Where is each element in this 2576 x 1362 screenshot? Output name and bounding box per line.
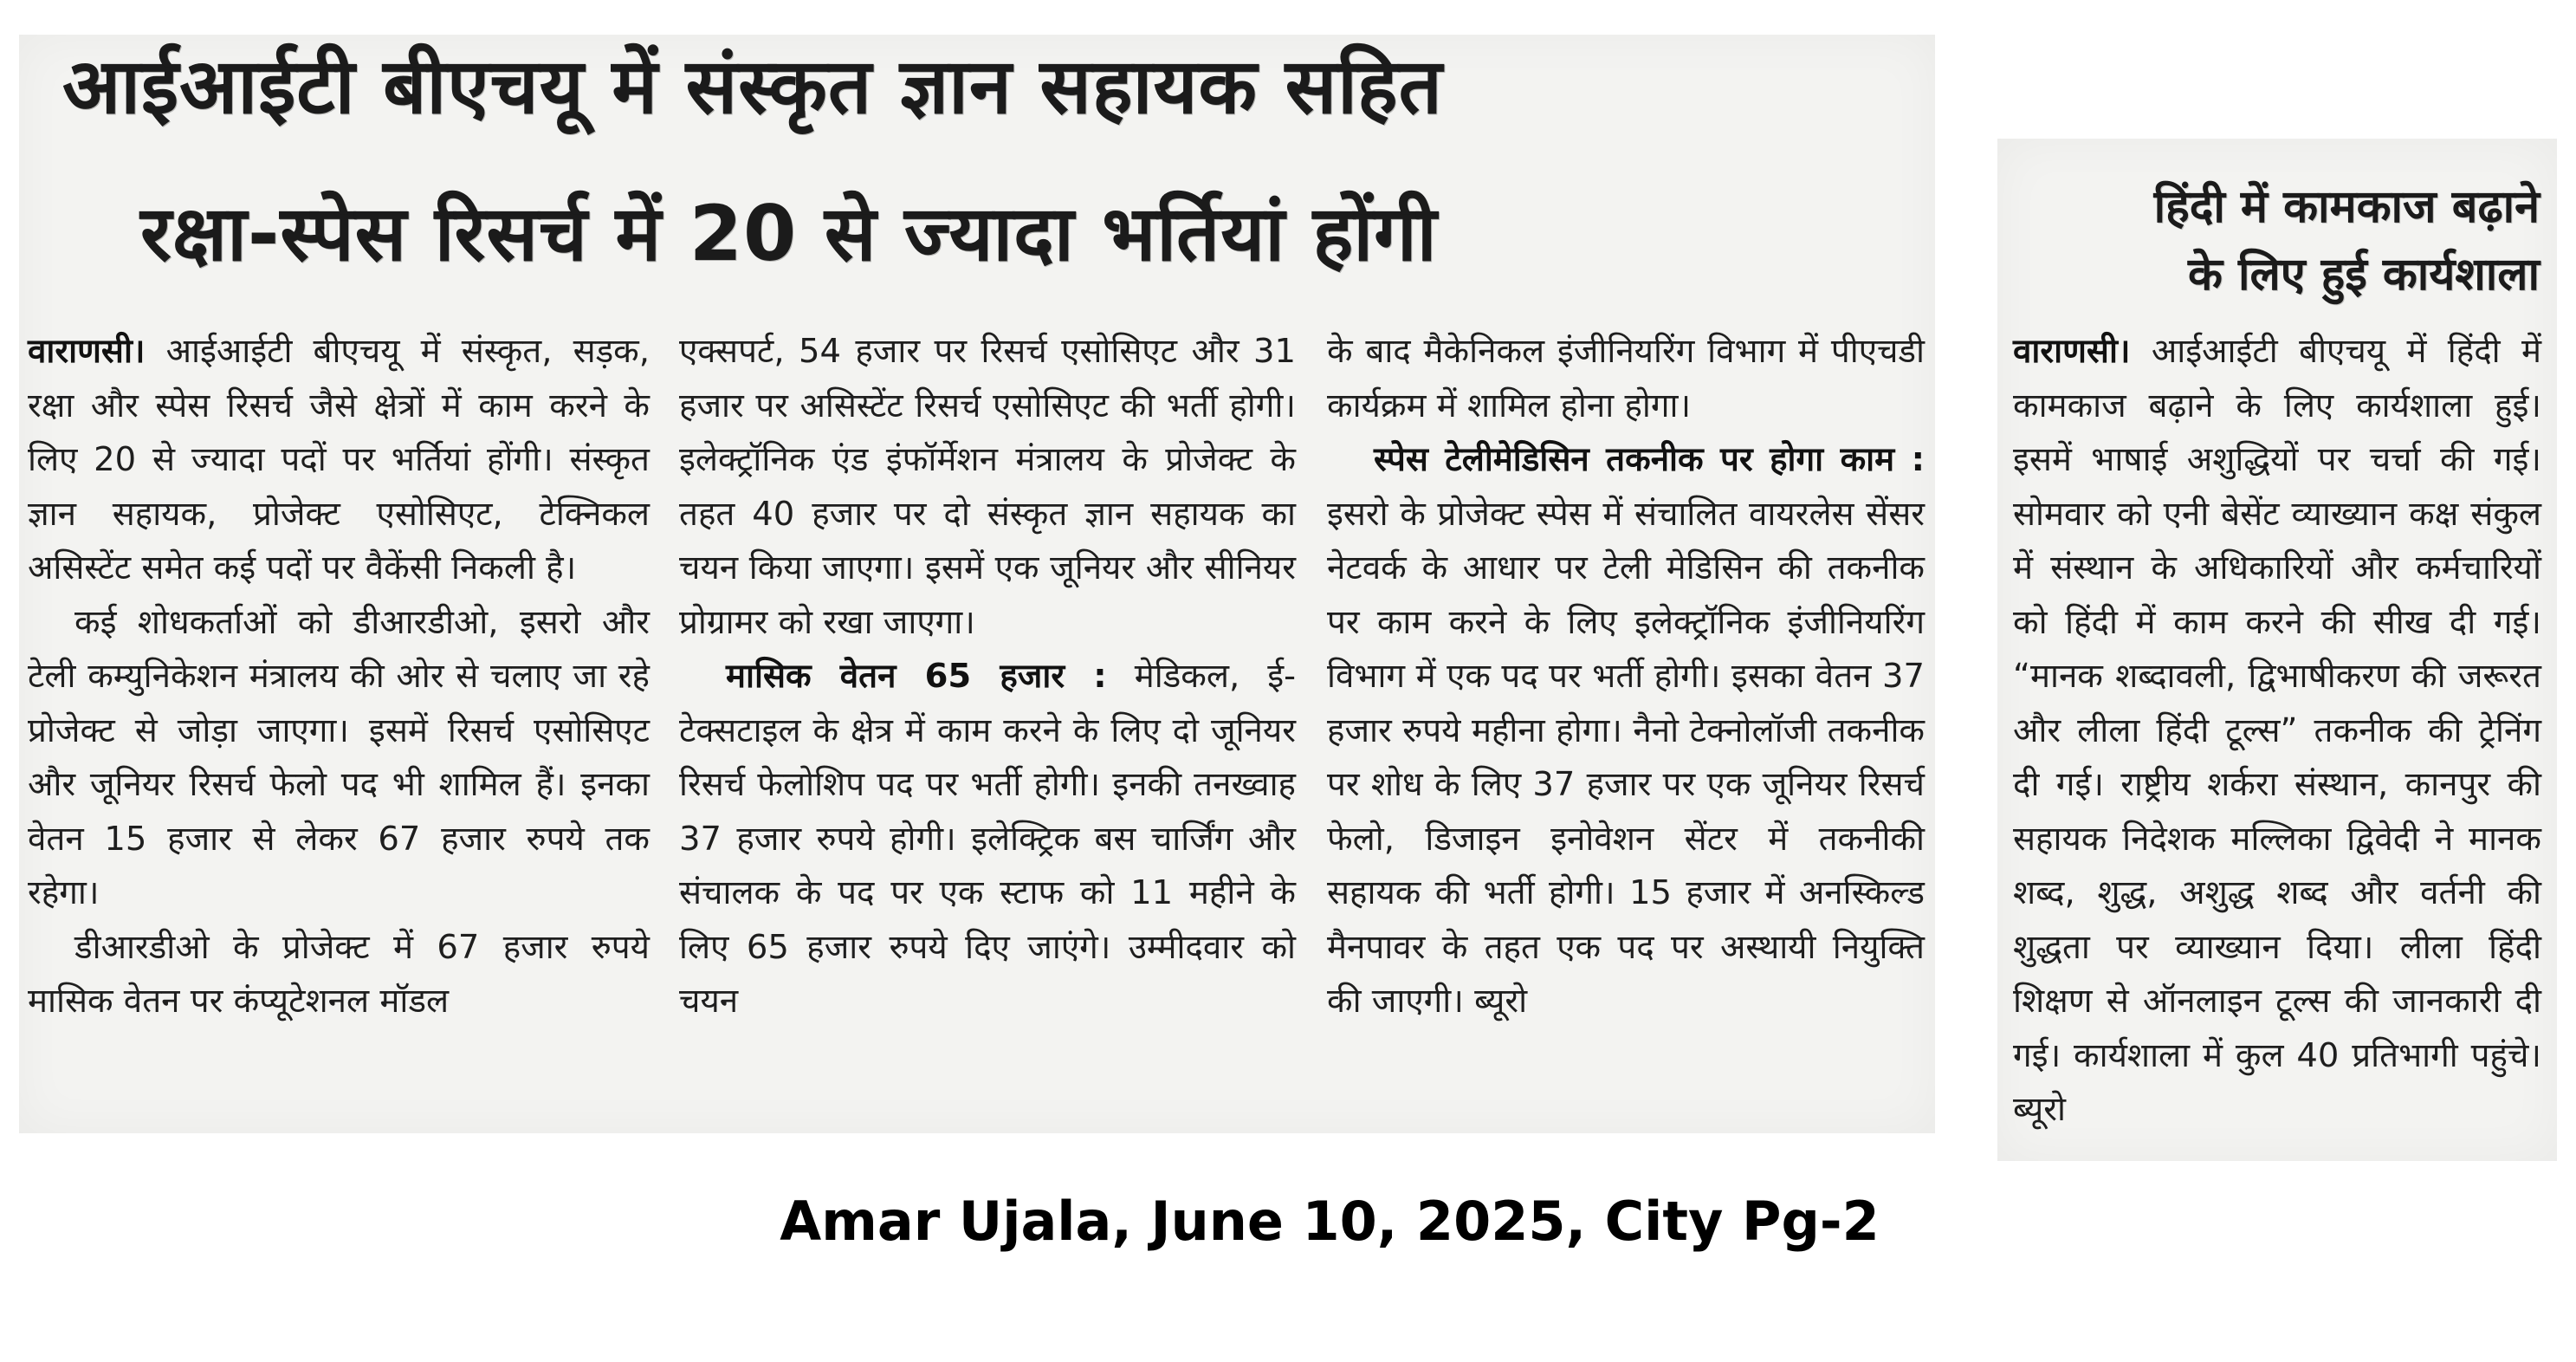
byline: ब्यूरो (1474, 982, 1528, 1021)
byline: ब्यूरो (2013, 1090, 2066, 1129)
side-headline-line-1: हिंदी में कामकाज बढ़ाने (2153, 181, 2540, 233)
side-article-body (2013, 325, 2541, 1138)
side-article-clipping (1997, 139, 2557, 1161)
paragraph: के बाद मैकेनिकल इंजीनियरिंग विभाग में पीएचडी कार्यक्रम में शामिल होना होगा। (1327, 332, 1925, 425)
article-column-3 (1327, 325, 1925, 1029)
subheading: स्पेस टेलीमेडिसिन तकनीक पर होगा काम : (1374, 440, 1925, 479)
main-headline-line-1: आईआईटी बीएचयू में संस्कृत ज्ञान सहायक सहित (62, 42, 1443, 131)
dateline: वाराणसी। (2013, 332, 2131, 371)
paragraph: मेडिकल, ई-टेक्सटाइल के क्षेत्र में काम करने के लिए दो जूनियर रिसर्च फेलोशिप पद पर भर्ती होगी। इनकी तनख्वाह 37 हजार रुपये होगी। इलेक्ट्रिक बस चार्जिंग और संचालक के पद पर एक स्टाफ को 11 महीने के लिए 65 हजार रुपये दिए जाएंगे। उम्मीदवार को चयन (679, 657, 1296, 1021)
side-headline-line-2: के लिए हुई कार्यशाला (2188, 249, 2540, 301)
subheading: मासिक वेतन 65 हजार : (726, 657, 1107, 696)
source-citation: Amar Ujala, June 10, 2025, City Pg-2 (780, 1190, 1880, 1253)
article-column-2 (679, 325, 1296, 1029)
side-headline (2015, 173, 2540, 308)
dateline: वाराणसी। (28, 332, 146, 371)
paragraph: कई शोधकर्ताओं को डीआरडीओ, इसरो और टेली कम्युनिकेशन मंत्रालय की ओर से चलाए जा रहे प्रोजेक्ट से जोड़ा जाएगा। इसमें रिसर्च एसोसिएट और जूनियर रिसर्च फेलो पद भी शामिल हैं। इनका वेतन 15 हजार से लेकर 67 हजार रुपये तक रहेगा। (28, 602, 650, 912)
main-article-clipping (19, 35, 1935, 1133)
paragraph: आईआईटी बीएचयू में हिंदी में कामकाज बढ़ाने के लिए कार्यशाला हुई। इसमें भाषाई अशुद्धियों पर चर्चा की गई। सोमवार को एनी बेसेंट व्याख्यान कक्ष संकुल में संस्थान के अधिकारियों और कर्मचारियों को हिंदी में काम करने की सीख दी गई। “मानक शब्दावली, द्विभाषीकरण की जरूरत और लीला हिंदी टूल्स” तकनीक की ट्रेनिंग दी गई। राष्ट्रीय शर्करा संस्थान, कानपुर की सहायक निदेशक मल्लिका द्विवेदी ने मानक शब्द, शुद्ध, अशुद्ध शब्द और वर्तनी की शुद्धता पर व्याख्यान दिया। लीला हिंदी शिक्षण से ऑनलाइन टूल्स की जानकारी दी गई। कार्यशाला में कुल 40 प्रतिभागी पहुंचे। (2013, 332, 2541, 1075)
paragraph: इसरो के प्रोजेक्ट स्पेस में संचालित वायरलेस सेंसर नेटवर्क के आधार पर टेली मेडिसिन की तकनीक पर काम करने के लिए इलेक्ट्रॉनिक इंजीनियरिंग विभाग में एक पद पर भर्ती होगी। इसका वेतन 37 हजार रुपये महीना होगा। नैनो टेक्नोलॉजी तकनीक पर शोध के लिए 37 हजार पर एक जूनियर रिसर्च फेलो, डिजाइन इनोवेशन सेंटर में तकनीकी सहायक की भर्ती होगी। 15 हजार में अनस्किल्ड मैनपावर के तहत एक पद पर अस्थायी नियुक्ति की जाएगी। (1327, 494, 1925, 1021)
main-headline-line-2: रक्षा-स्पेस रिसर्च में 20 से ज्यादा भर्तियां होंगी (140, 189, 1438, 278)
paragraph: एक्सपर्ट, 54 हजार पर रिसर्च एसोसिएट और 31 हजार पर असिस्टेंट रिसर्च एसोसिएट की भर्ती होगी। इलेक्ट्रॉनिक एंड इंफॉर्मेशन मंत्रालय के प्रोजेक्ट के तहत 40 हजार पर दो संस्कृत ज्ञान सहायक का चयन किया जाएगा। इसमें एक जूनियर और सीनियर प्रोग्रामर को रखा जाएगा। (679, 332, 1296, 642)
paragraph: डीआरडीओ के प्रोजेक्ट में 67 हजार रुपये मासिक वेतन पर कंप्यूटेशनल मॉडल (28, 927, 650, 1021)
article-column-1 (28, 325, 650, 1029)
paragraph: आईआईटी बीएचयू में संस्कृत, सड़क, रक्षा और स्पेस रिसर्च जैसे क्षेत्रों में काम करने के लिए 20 से ज्यादा पदों पर भर्तियां होंगी। संस्कृत ज्ञान सहायक, प्रोजेक्ट एसोसिएट, टेक्निकल असिस्टेंट समेत कई पदों पर वैकेंसी निकली है। (28, 332, 650, 587)
